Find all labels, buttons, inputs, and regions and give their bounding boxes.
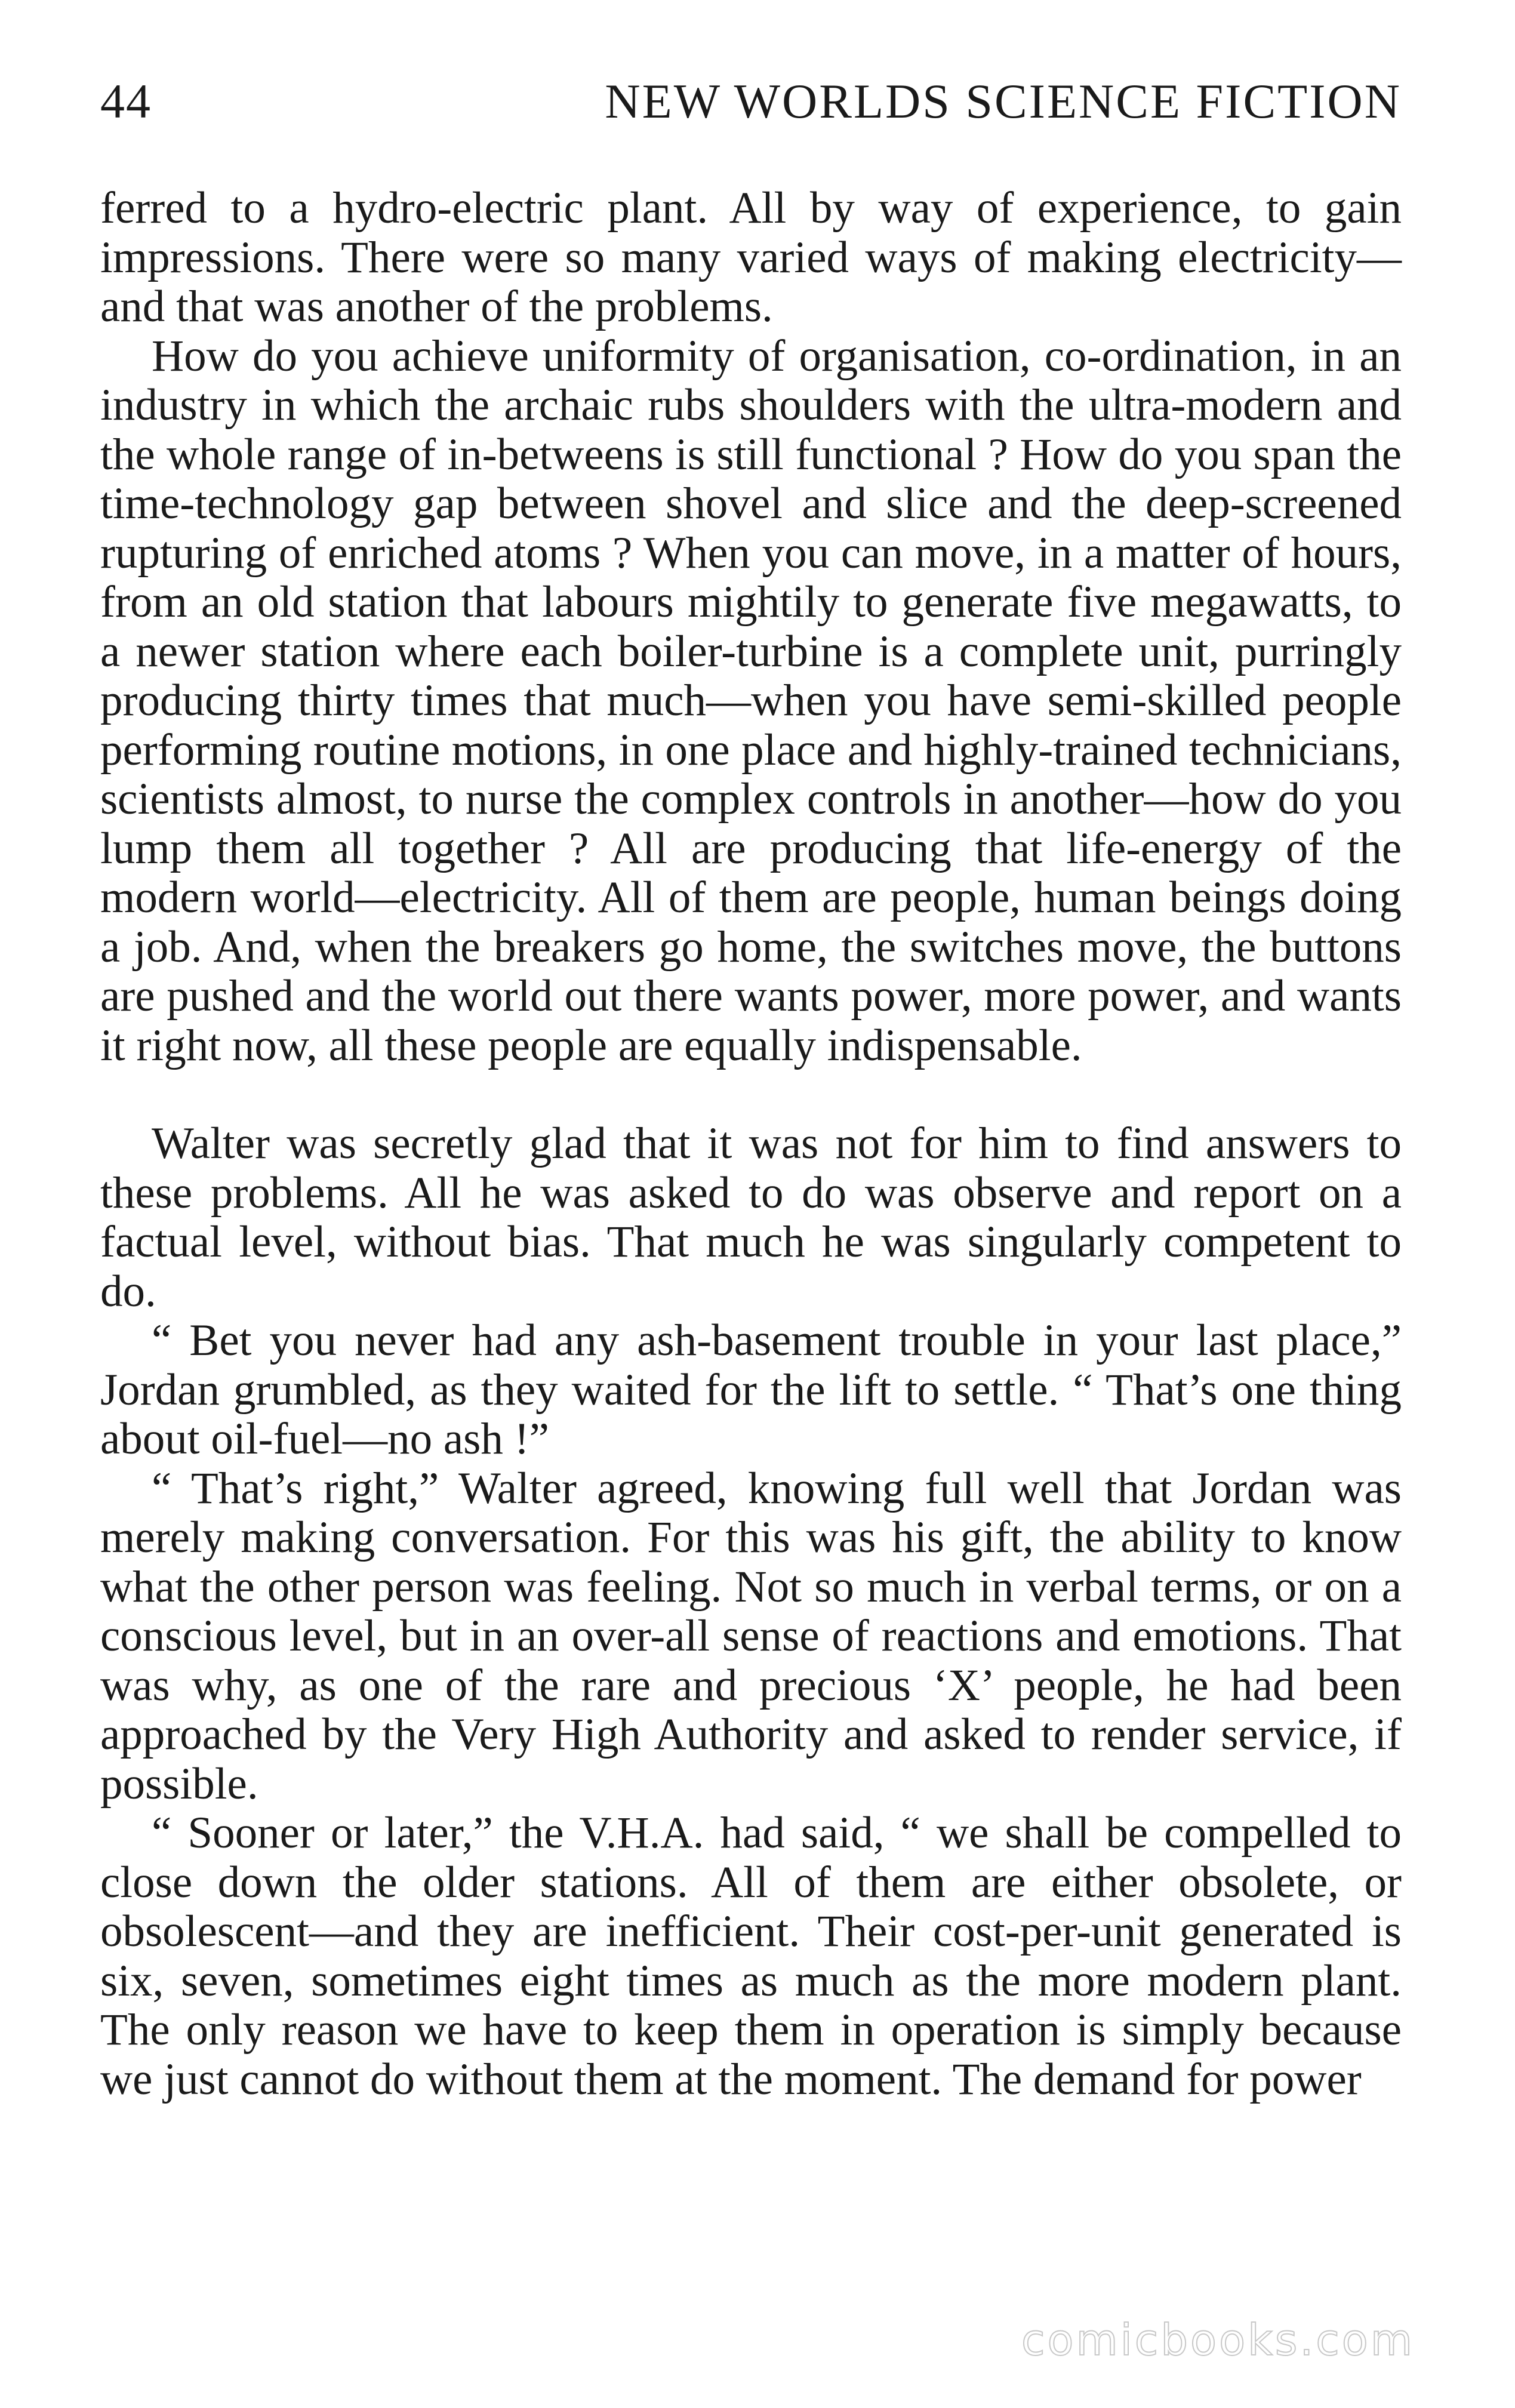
running-head — [100, 72, 1402, 131]
paragraph-uniformity: How do you achieve uniformity of organisation, co-ordination, in an industry in which the archaic rubs shoulders with the ultra-modern and the whole range of in-betweens is still functional ? How do you span the time-technology gap between shovel and slice and the deep-screened rupturing of enriched atoms ? When you can move, in a matter of hours, from an old station that labours mightily to generate five megawatts, to a newer station where each boiler-turbine is a complete unit, purringly producing thirty times that much—when you have semi-skilled people performing routine motions, in one place and highly-trained technicians, scientists almost, to nurse the complex controls in another—how do you lump them all together ? All are producing that life-energy of the modern world—electricity. All of them are people, human beings doing a job. And, when the breakers go home, the switches move, the buttons are pushed and the world out there wants power, more power, and wants it right now, all these people are equally indispensable. — [100, 331, 1402, 1070]
paragraph-jordan-ash: “ Bet you never had any ash-basement trouble in your last place,” Jordan grumbled, as they waited for the lift to settle. “ That’s one thing about oil-fuel—no ash !” — [100, 1316, 1402, 1464]
paragraph-walter-glad: Walter was secretly glad that it was not for him to find answers to these problems. All he was asked to do was observe and report on a factual level, without bias. That much he was singularly competent to do. — [100, 1119, 1402, 1316]
site-watermark: comicbooks.com — [1021, 2315, 1415, 2365]
page-number: 44 — [100, 74, 152, 128]
paragraph-walter-agreed: “ That’s right,” Walter agreed, knowing full well that Jordan was merely making conversation. For this was his gift, the ability to know what the other person was feeling. Not so much in verbal terms, or on a conscious level, but in an over-all sense of reactions and emotions. That was why, as one of the rare and precious ‘X’ people, he had been approached by the Very High Authority and asked to render service, if possible. — [100, 1463, 1402, 1809]
body-text — [100, 184, 1402, 2104]
book-page — [100, 72, 1402, 2104]
journal-title: NEW WORLDS SCIENCE FICTION — [605, 74, 1402, 128]
paragraph-vha-said: “ Sooner or later,” the V.H.A. had said, “ we shall be compelled to close down the older stations. All of them are either obsolete, or obsolescent—and they are inefficient. Their cost-per-unit generated is six, seven, sometimes eight times as much as the more modern plant. The only reason we have to keep them in operation is simply because we just cannot do without them at the moment. The demand for power — [100, 1808, 1402, 2104]
paragraph-continued: ferred to a hydro-electric plant. All by way of experience, to gain impressions. There were so many varied ways of making electricity—and that was another of the problems. — [100, 183, 1402, 331]
